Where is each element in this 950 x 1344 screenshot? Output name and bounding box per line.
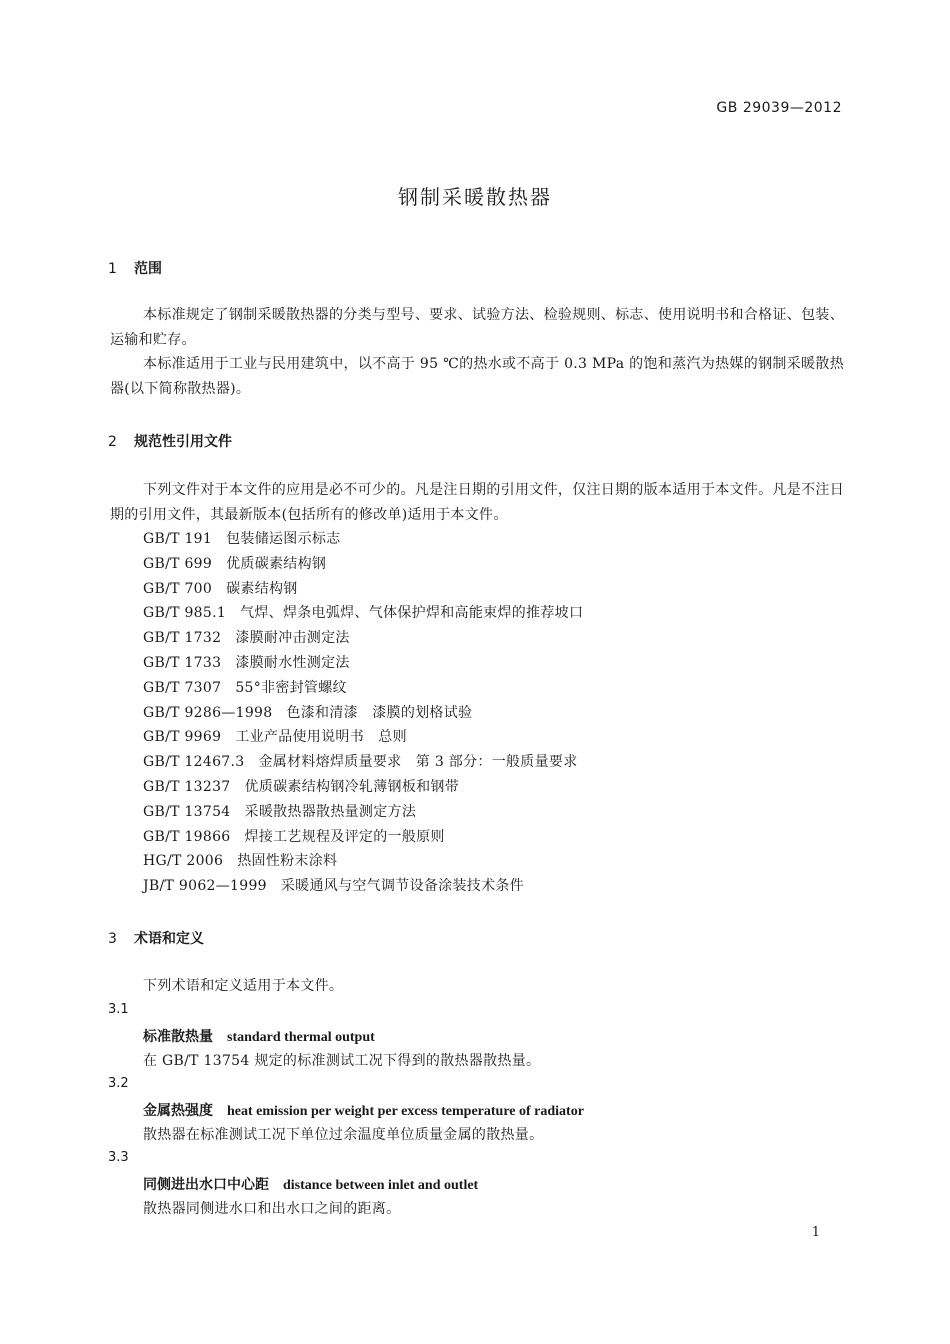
reference-code: GB/T 9969 [143,729,222,745]
section-number: 1 [108,261,117,277]
term-definition: 在 GB/T 13754 规定的标准测试工况下得到的散热器散热量。 [143,1053,541,1069]
section-number: 2 [108,434,117,450]
section-1-paragraph-2: 本标准适用于工业与民用建筑中，以不高于 95 ℃的热水或不高于 0.3 MPa 的饱和蒸汽为热媒的钢制采暖散热器(以下简称散热器)。 [110,356,844,397]
reference-item [143,578,298,598]
reference-code: GB/T 12467.3 [143,754,245,770]
term-name [143,1100,584,1120]
reference-code: GB/T 700 [143,581,213,597]
term-name-en: distance between inlet and outlet [283,1178,479,1193]
reference-title: 工业产品使用说明书 总则 [235,729,407,745]
section-title: 规范性引用文件 [134,434,232,450]
reference-code: GB/T 13754 [143,804,231,820]
section-2-intro: 下列文件对于本文件的应用是必不可少的。凡是注日期的引用文件，仅注日期的版本适用于本文件。凡是不注日期的引用文件，其最新版本(包括所有的修改单)适用于本文件。 [110,482,844,523]
reference-title: 焊接工艺规程及评定的一般原则 [244,829,445,845]
reference-code: GB/T 985.1 [143,605,227,621]
term-name [143,1174,478,1194]
reference-item [143,826,445,846]
reference-code: GB/T 191 [143,531,213,547]
reference-item [143,776,459,796]
reference-title: 气焊、焊条电弧焊、气体保护焊和高能束焊的推荐坡口 [240,605,584,621]
reference-title: 碳素结构钢 [226,581,298,597]
term-name-en: heat emission per weight per excess temperature of radiator [227,1104,584,1119]
term-number: 3.2 [108,1076,129,1091]
reference-title: 漆膜耐水性测定法 [235,655,350,671]
section-title: 术语和定义 [134,931,204,947]
reference-item [143,702,472,722]
section-number: 3 [108,931,117,947]
reference-item [143,875,524,895]
reference-item [143,528,341,548]
term-name-zh: 标准散热量 [143,1029,213,1045]
reference-title: 热固性粉末涂料 [237,853,338,869]
term-name [143,1026,375,1046]
page-number: 1 [811,1225,820,1240]
reference-title: 包装储运图示标志 [226,531,341,547]
reference-item [143,652,350,672]
reference-code: GB/T 1732 [143,630,222,646]
term-definition: 散热器在标准测试工况下单位过余温度单位质量金属的散热量。 [143,1127,544,1143]
section-1-heading [108,258,162,278]
reference-code: GB/T 7307 [143,680,222,696]
reference-item [143,751,578,771]
reference-code: GB/T 9286—1998 [143,705,273,721]
reference-code: GB/T 699 [143,556,213,572]
section-1-paragraph-1: 本标准规定了钢制采暖散热器的分类与型号、要求、试验方法、检验规则、标志、使用说明书和合格证、包装、运输和贮存。 [110,307,844,348]
term-number: 3.1 [108,1002,129,1017]
reference-item [143,801,416,821]
section-title: 范围 [134,261,162,277]
reference-title: 优质碳素结构钢 [226,556,327,572]
reference-title: 色漆和清漆 漆膜的划格试验 [286,705,473,721]
reference-item [143,627,350,647]
reference-code: GB/T 1733 [143,655,222,671]
term-definition: 散热器同侧进水口和出水口之间的距离。 [143,1201,401,1217]
reference-item [143,726,407,746]
reference-item [143,602,583,622]
reference-title: 55°非密封管螺纹 [235,680,347,696]
reference-item [143,677,347,697]
reference-code: GB/T 13237 [143,779,231,795]
term-name-en: standard thermal output [227,1030,375,1045]
reference-code: HG/T 2006 [143,853,224,869]
reference-item [143,850,337,870]
term-name-zh: 同侧进出水口中心距 [143,1177,269,1193]
reference-item [143,553,326,573]
term-number: 3.3 [108,1150,129,1165]
section-3-heading [108,928,204,948]
reference-title: 漆膜耐冲击测定法 [235,630,350,646]
reference-title: 采暖通风与空气调节设备涂装技术条件 [280,878,524,894]
term-name-zh: 金属热强度 [143,1103,213,1119]
reference-code: GB/T 19866 [143,829,231,845]
standard-code: GB 29039—2012 [716,100,842,116]
document-title: 钢制采暖散热器 [398,185,552,209]
section-3-intro: 下列术语和定义适用于本文件。 [143,978,344,994]
reference-title: 金属材料熔焊质量要求 第 3 部分：一般质量要求 [258,754,578,770]
reference-title: 采暖散热器散热量测定方法 [244,804,417,820]
section-2-heading [108,431,232,451]
reference-code: JB/T 9062—1999 [143,878,267,894]
reference-title: 优质碳素结构钢冷轧薄钢板和钢带 [244,779,460,795]
